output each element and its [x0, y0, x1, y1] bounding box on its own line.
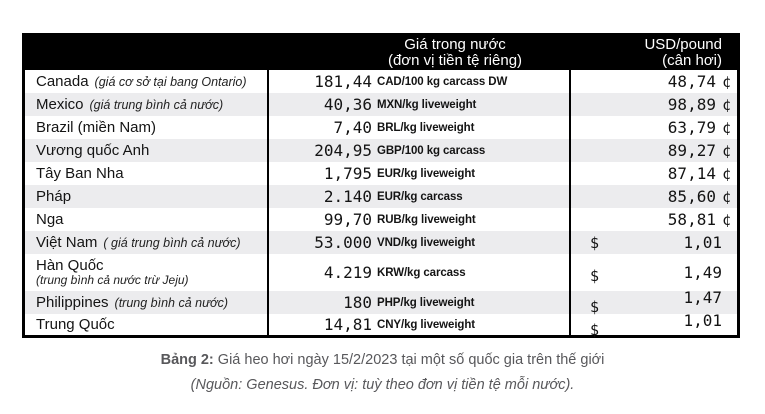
- header-local-price-line2: (đơn vị tiền tệ riêng): [387, 52, 523, 69]
- country-cell: [25, 185, 267, 208]
- usd-price-cell: [571, 93, 737, 116]
- table-row: [25, 185, 737, 208]
- usd-price-cell: [571, 185, 737, 208]
- local-price-value: 14,81: [323, 315, 372, 334]
- local-price-cell: [267, 254, 571, 291]
- country-name: Hàn Quốc: [36, 257, 104, 274]
- local-price-unit: EUR/kg carcass: [377, 190, 463, 203]
- local-price-unit: PHP/kg liveweight: [377, 296, 475, 309]
- local-price-value: 99,70: [323, 210, 372, 229]
- local-price-unit: MXN/kg liveweight: [377, 98, 477, 111]
- usd-price-cell: [571, 162, 737, 185]
- local-price-cell: [267, 314, 571, 335]
- country-name: Philippines: [36, 294, 109, 311]
- header-usd-line2: (cân hơi): [662, 52, 722, 69]
- cent-sign: ¢: [721, 95, 731, 114]
- local-price-unit: BRL/kg liveweight: [377, 121, 475, 134]
- country-name: Nga: [36, 211, 64, 228]
- country-cell: [25, 139, 267, 162]
- table-row: [25, 288, 737, 316]
- usd-price-cell: [571, 70, 737, 93]
- country-note: (giá cơ sở tại bang Ontario): [94, 74, 247, 89]
- local-price-value: 180: [343, 293, 372, 312]
- cent-sign: ¢: [721, 164, 731, 183]
- local-price-cell: [267, 291, 571, 314]
- usd-value: 63,79: [667, 118, 716, 137]
- usd-price-cell: [571, 139, 737, 162]
- table-row: [25, 231, 737, 254]
- dollar-sign: $: [590, 233, 600, 252]
- dollar-sign: $: [590, 266, 600, 285]
- local-price-value: 181,44: [314, 72, 372, 91]
- country-name: Việt Nam: [36, 234, 98, 251]
- country-cell: [25, 208, 267, 231]
- local-price-cell: [267, 70, 571, 93]
- country-note: (trung bình cả nước): [114, 295, 228, 310]
- country-cell: [25, 254, 267, 291]
- local-price-value: 53.000: [314, 233, 372, 252]
- local-price-value: 7,40: [333, 118, 372, 137]
- caption-title-line: [0, 351, 765, 369]
- local-price-cell: [267, 185, 571, 208]
- cent-sign: ¢: [721, 72, 731, 91]
- usd-value: 85,60: [667, 187, 716, 206]
- local-price-unit: GBP/100 kg carcass: [377, 144, 486, 157]
- local-price-value: 1,795: [323, 164, 372, 183]
- usd-value: 1,47: [683, 288, 722, 307]
- country-cell: [25, 70, 267, 93]
- table-caption: [0, 351, 765, 394]
- usd-value: 89,27: [667, 141, 716, 160]
- local-price-unit: KRW/kg carcass: [377, 266, 466, 279]
- dollar-sign: $: [590, 297, 600, 316]
- country-note: (giá trung bình cả nước): [89, 97, 224, 112]
- usd-value: 58,81: [667, 210, 716, 229]
- header-local-price-column: [267, 36, 571, 70]
- cent-sign: ¢: [721, 141, 731, 160]
- local-price-value: 4.219: [323, 263, 372, 282]
- usd-value: 1,49: [683, 263, 722, 282]
- country-cell: [25, 314, 267, 335]
- country-name: Canada: [36, 73, 89, 90]
- local-price-unit: EUR/kg liveweight: [377, 167, 475, 180]
- local-price-cell: [267, 93, 571, 116]
- table-row: [25, 116, 737, 139]
- usd-price-cell: [571, 231, 737, 254]
- usd-value: 1,01: [683, 233, 722, 252]
- usd-value: 98,89: [667, 95, 716, 114]
- local-price-cell: [267, 139, 571, 162]
- table-header: [25, 36, 737, 70]
- caption-source: (Nguồn: Genesus. Đơn vị: tuỳ theo đơn vị tiền tệ mỗi nước).: [190, 377, 575, 393]
- local-price-cell: [267, 116, 571, 139]
- usd-price-cell: [571, 311, 737, 339]
- country-name: Vương quốc Anh: [36, 142, 150, 159]
- local-price-unit: CNY/kg liveweight: [377, 318, 475, 331]
- local-price-value: 204,95: [314, 141, 372, 160]
- country-name: Trung Quốc: [36, 316, 115, 333]
- country-name: Tây Ban Nha: [36, 165, 124, 182]
- caption-text: Giá heo hơi ngày 15/2/2023 tại một số quốc gia trên thế giới: [217, 352, 605, 368]
- country-name: Pháp: [36, 188, 72, 205]
- header-usd-line1: USD/pound: [644, 35, 722, 53]
- header-local-price-line1: Giá trong nước: [404, 35, 506, 53]
- pig-price-table: [22, 33, 740, 338]
- country-cell: [25, 231, 267, 254]
- header-usd-column: [571, 36, 737, 70]
- usd-price-cell: [571, 208, 737, 231]
- cent-sign: ¢: [721, 210, 731, 229]
- table-row: [25, 139, 737, 162]
- table-row: [25, 208, 737, 231]
- usd-price-cell: [571, 116, 737, 139]
- local-price-value: 2.140: [323, 187, 372, 206]
- usd-value: 1,01: [683, 311, 722, 330]
- local-price-unit: VND/kg liveweight: [377, 236, 475, 249]
- local-price-unit: RUB/kg liveweight: [377, 213, 476, 226]
- country-cell: [25, 93, 267, 116]
- table-row: [25, 70, 737, 93]
- country-cell: [25, 162, 267, 185]
- caption-label: Bảng 2:: [160, 352, 214, 368]
- local-price-cell: [267, 162, 571, 185]
- country-note: (trung bình cả nước trừ Jeju): [36, 273, 189, 287]
- usd-value: 87,14: [667, 164, 716, 183]
- local-price-cell: [267, 231, 571, 254]
- usd-price-cell: [571, 254, 737, 291]
- country-name: Mexico: [36, 96, 84, 113]
- table-row: [25, 311, 737, 339]
- local-price-cell: [267, 208, 571, 231]
- header-country-column: [25, 36, 267, 70]
- country-name: Brazil (miền Nam): [36, 119, 157, 136]
- cent-sign: ¢: [721, 118, 731, 137]
- usd-value: 48,74: [667, 72, 716, 91]
- table-body: [25, 70, 737, 339]
- country-cell: [25, 116, 267, 139]
- cent-sign: ¢: [721, 187, 731, 206]
- country-note: ( giá trung bình cả nước): [103, 235, 241, 250]
- table-row: [25, 162, 737, 185]
- dollar-sign: $: [590, 320, 600, 339]
- local-price-value: 40,36: [323, 95, 372, 114]
- table-row: [25, 254, 737, 291]
- local-price-unit: CAD/100 kg carcass DW: [377, 75, 508, 88]
- table-row: [25, 93, 737, 116]
- country-cell: [25, 291, 267, 314]
